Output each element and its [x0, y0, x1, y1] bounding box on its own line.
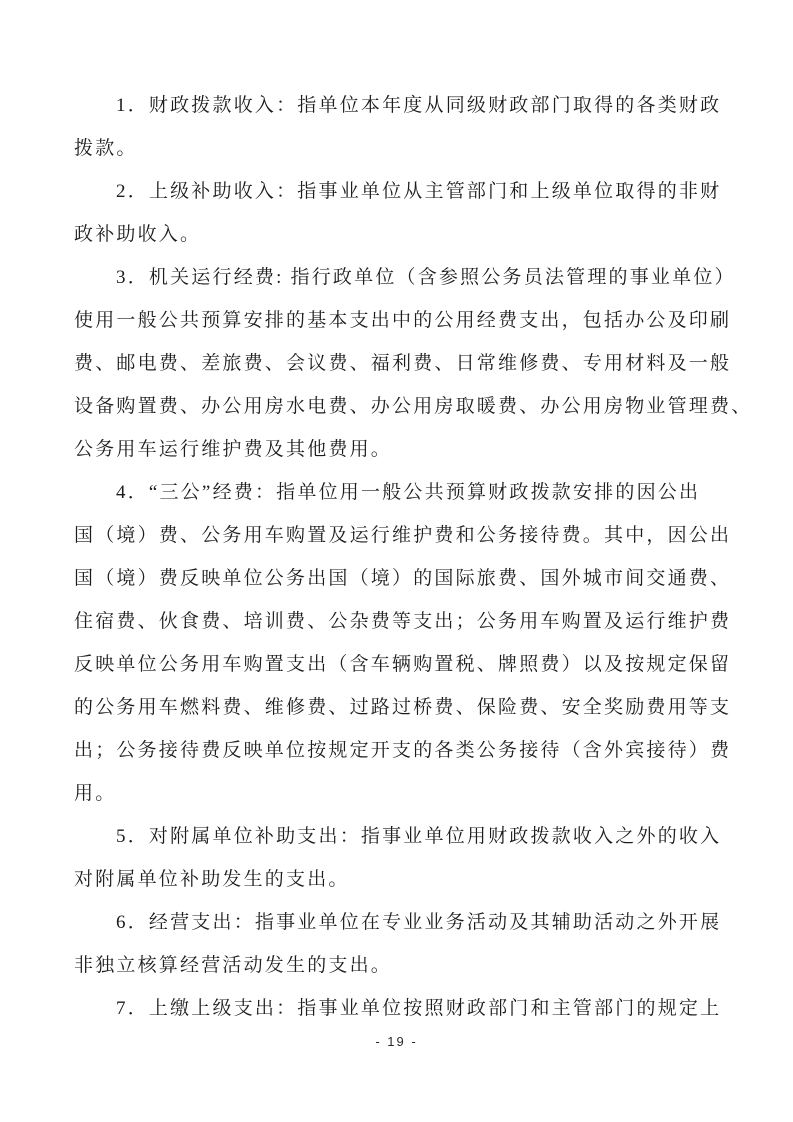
text-line: 政补助收入。: [74, 224, 202, 245]
text-line: 4．“三公”经费：指单位用一般公共预算财政拨款安排的因公出: [116, 482, 701, 503]
text-line: 公务用车运行维护费及其他费用。: [74, 439, 393, 460]
text-line: 反映单位公务用车购置支出（含车辆购置税、牌照费）以及按规定保留: [74, 654, 732, 675]
text-line: 国（境）费、公务用车购置及运行维护费和公务接待费。其中，因公出: [74, 525, 732, 546]
text-line: 对附属单位补助发生的支出。: [74, 869, 350, 890]
text-line: 费、邮电费、差旅费、会议费、福利费、日常维修费、专用材料及一般: [74, 353, 732, 374]
text-line: 出；公务接待费反映单位按规定开支的各类公务接待（含外宾接待）费: [74, 740, 732, 761]
document-body: [74, 84, 753, 1030]
text-line: 国（境）费反映单位公务出国（境）的国际旅费、国外城市间交通费、: [74, 568, 732, 589]
page-footer: [0, 1034, 793, 1049]
text-line: 1．财政拨款收入：指单位本年度从同级财政部门取得的各类财政: [116, 95, 722, 116]
text-line: 2．上级补助收入：指事业单位从主管部门和上级单位取得的非财: [116, 181, 722, 202]
text-line: 7．上缴上级支出：指事业单位按照财政部门和主管部门的规定上: [116, 998, 722, 1019]
text-line: 用。: [74, 783, 117, 804]
text-line: 使用一般公共预算安排的基本支出中的公用经费支出，包括办公及印刷: [74, 310, 732, 331]
text-line: 的公务用车燃料费、维修费、过路过桥费、保险费、安全奖励费用等支: [74, 697, 732, 718]
text-line: 非独立核算经营活动发生的支出。: [74, 955, 393, 976]
text-line: 住宿费、伙食费、培训费、公杂费等支出；公务用车购置及运行维护费: [74, 611, 732, 632]
text-line: 5．对附属单位补助支出：指事业单位用财政拨款收入之外的收入: [116, 826, 722, 847]
text-line: 6．经营支出：指事业单位在专业业务活动及其辅助活动之外开展: [116, 912, 722, 933]
text-line: 拨款。: [74, 138, 138, 159]
page-number: - 19 -: [375, 1034, 418, 1049]
text-line: 3．机关运行经费: 指行政单位（含参照公务员法管理的事业单位）: [116, 267, 736, 288]
text-line: 设备购置费、办公用房水电费、办公用房取暖费、办公用房物业管理费、: [74, 396, 753, 417]
